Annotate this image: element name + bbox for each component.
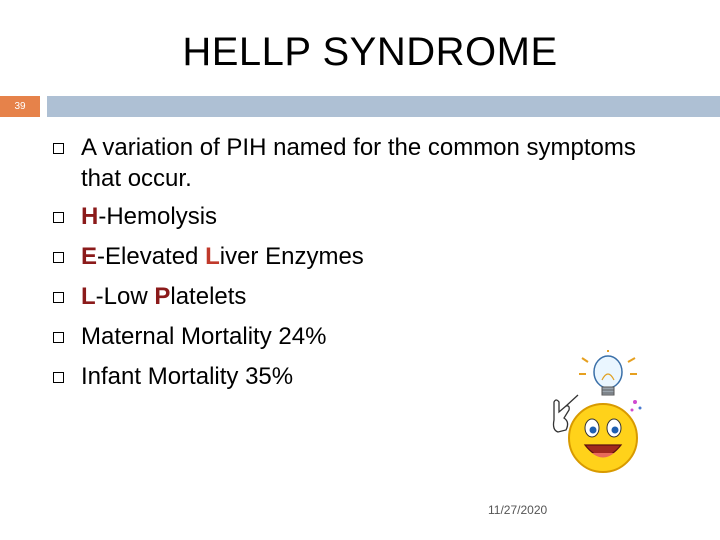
acronym-letter: H — [81, 203, 99, 230]
checkbox-bullet-icon — [53, 332, 64, 343]
slide-number-badge — [0, 96, 40, 117]
bullet-item — [53, 241, 653, 272]
bullet-item — [53, 132, 653, 194]
slide-number: 39 — [14, 101, 26, 112]
bullet-text: latelets — [170, 283, 247, 310]
checkbox-bullet-icon — [53, 372, 64, 383]
acronym-letter: E — [81, 243, 98, 270]
bullet-text: Infant Mortality 35% — [81, 363, 294, 390]
acronym-letter: L — [205, 243, 220, 270]
checkbox-bullet-icon — [53, 143, 64, 154]
checkbox-bullet-icon — [53, 292, 64, 303]
bullet-text: -Low — [95, 283, 155, 310]
checkbox-bullet-icon — [53, 212, 64, 223]
slide-title: HELLP SYNDROME — [182, 30, 558, 74]
acronym-letter: P — [154, 283, 171, 310]
acronym-letter: L — [81, 283, 96, 310]
idea-smiley-lightbulb-icon — [540, 350, 660, 480]
bullet-item — [53, 321, 653, 352]
bullet-text: -Hemolysis — [98, 203, 218, 230]
bullet-text: iver Enzymes — [219, 243, 364, 270]
checkbox-bullet-icon — [53, 252, 64, 263]
bullet-text: A variation of PIH named for the common symptoms that occur. — [81, 134, 636, 192]
bullet-item — [53, 281, 653, 312]
bullet-text: Maternal Mortality 24% — [81, 323, 327, 350]
slide-date: 11/27/2020 — [488, 503, 548, 517]
header-bar — [47, 96, 720, 117]
bullet-text: -Elevated — [97, 243, 206, 270]
bullet-item — [53, 201, 653, 232]
